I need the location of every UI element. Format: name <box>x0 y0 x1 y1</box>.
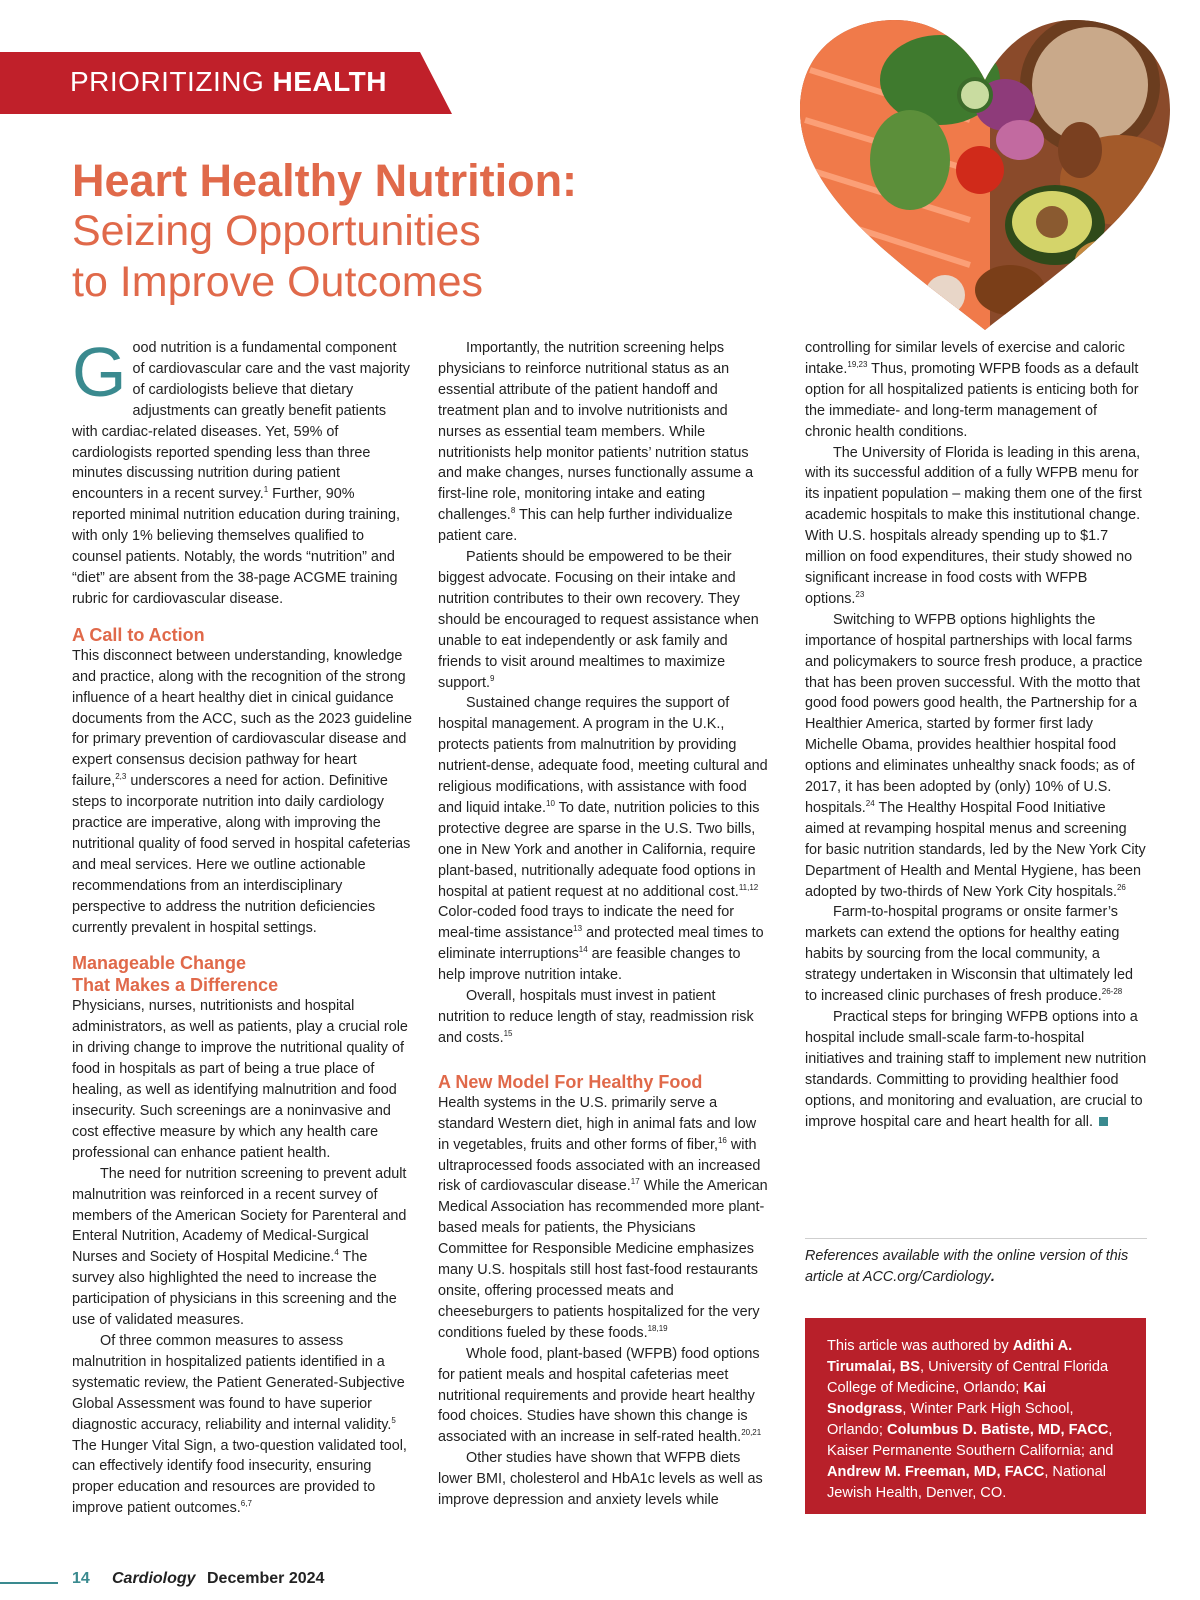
paragraph <box>72 646 412 939</box>
text: The University of Florida is leading in this arena, with its successful addition of a fully WFPB menu for its inpatient population – making them one of the first academic hospitals to make this institutional change. With U.S. hospitals already spending up to $1.7 million on food expenditures, their study showed no significant increase in food costs with WFPB options. <box>805 444 1142 607</box>
paragraph <box>72 1331 412 1519</box>
heading-line: Manageable Change <box>72 953 247 974</box>
magazine-name: Cardiology <box>112 1570 196 1587</box>
text: Color-coded food trays to indicate the need for meal-time assistance <box>438 904 734 942</box>
citation: 11,12 <box>738 882 759 892</box>
text: Patients should be empowered to be their biggest advocate. Focusing on their intake and nutrition contributes to their own recovery. They should be encouraged to request assistance when unable to eat independently or ask family and friends to visit around mealtimes to maximize support. <box>438 549 759 691</box>
citation: 20,21 <box>741 1428 762 1438</box>
author-name: Kai Snodgrass <box>827 1380 1047 1417</box>
paragraph <box>438 693 768 986</box>
page-number: 14 <box>72 1570 90 1587</box>
paragraph <box>438 1093 768 1344</box>
references-note <box>805 1246 1147 1288</box>
citation: 13 <box>573 924 583 934</box>
citation: 24 <box>865 799 875 809</box>
citation: 10 <box>546 799 555 809</box>
heading-call-to-action: A Call to Action <box>72 624 205 645</box>
citation: 19,23 <box>847 360 868 370</box>
text: Health systems in the U.S. primarily serve a standard Western diet, high in animal fats and low in vegetables, fruits and other forms of fiber, <box>438 1094 757 1153</box>
citation: 18,19 <box>647 1323 668 1333</box>
text: The survey also highlighted the need to increase the participation of physicians in this screening and the use of validated measures. <box>72 1249 397 1329</box>
column-1 <box>72 333 412 1519</box>
intro-paragraph <box>72 333 412 610</box>
text: Sustained change requires the support of hospital management. A program in the U.K., protects patients from malnutrition by providing nutrient-dense, adequate food, meeting cultural and religious modifications, with assistance with food and liquid intake. <box>438 695 768 816</box>
citation: 14 <box>578 945 588 955</box>
citation: 1 <box>263 485 269 495</box>
heading-new-model: A New Model For Healthy Food <box>438 1071 703 1092</box>
section-label-prefix: PRIORITIZING <box>70 66 273 97</box>
drop-cap: G <box>72 333 127 411</box>
text: This can help further individualize patient care. <box>438 507 733 545</box>
section-banner <box>0 52 452 114</box>
citation: 4 <box>334 1248 339 1258</box>
text: Farm-to-hospital programs or onsite farmer’s markets can extend the options for healthy eating habits by sourcing from the local community, a strategy undertaken in Wisconsin that ultimately led to increased clinic purchases of fresh produce. <box>805 904 1133 1005</box>
text: controlling for similar levels of exercise and caloric intake. <box>805 340 1125 377</box>
paragraph: Other studies have shown that WFPB diets lower BMI, cholesterol and HbA1c levels as well as improve depression and anxiety levels while <box>438 1450 763 1509</box>
title-line-2: Seizing Opportunities <box>72 207 481 255</box>
text: Importantly, the nutrition screening helps physicians to reinforce nutritional status as an essential attribute of the patient handoff and treatment plan and to involve nutritionists and nurses as essential team members. While nutritionists help monitor patients’ nutrition status and make changes, nurses functionally assume a first-line role, monitoring intake and eating challenges. <box>438 340 754 524</box>
title-line-3: to Improve Outcomes <box>72 258 484 306</box>
section-label <box>70 66 387 98</box>
text: Of three common measures to assess malnutrition in hospitalized patients identified in a systematic review, the Patient Generated-Subjective Global Assessment was found to have superior diagnostic accuracy, reliability and internal validity. <box>72 1332 405 1433</box>
paragraph <box>805 610 1147 903</box>
paragraph <box>438 338 768 547</box>
references-end: . <box>990 1269 995 1285</box>
author-name: Columbus D. Batiste, MD, FACC <box>887 1422 1109 1438</box>
citation: 23 <box>855 590 865 600</box>
text: with ultraprocessed foods associated with an increased risk of cardiovascular disease. <box>438 1136 761 1195</box>
text: The Healthy Hospital Food Initiative aimed at revamping hospital menus and screening for basic nutrition standards, led by the New York City Department of Health and Mental Hygiene, has been adopted by two-thirds of New York City hospitals. <box>805 799 1146 900</box>
citation: 16 <box>717 1135 727 1145</box>
paragraph <box>805 338 1147 443</box>
text: are feasible changes to help improve nutrition intake. <box>438 946 741 984</box>
citation: 26 <box>1116 882 1126 892</box>
column-2 <box>438 338 768 1511</box>
text: The Hunger Vital Sign, a two-question validated tool, can effectively identify food insecurity, ensuring proper education and resources are provided to improve patient outcomes. <box>72 1437 407 1517</box>
text: Whole food, plant-based (WFPB) food options for patient meals and hospital cafeterias meet nutritional requirements and provide heart healthy food choices. Studies have shown this change is associated with an increase in self-rated health. <box>438 1345 760 1446</box>
title-line-1: Heart Healthy Nutrition: <box>72 155 578 206</box>
citation: 17 <box>630 1177 640 1187</box>
author-affiliation: , University of Central Florida College of Medicine, Orlando; <box>827 1359 1109 1396</box>
citation: 2,3 <box>115 772 127 782</box>
text: and protected meal times to eliminate interruptions <box>438 925 764 963</box>
paragraph <box>805 1007 1147 1132</box>
author-name: Andrew M. Freeman, MD, FACC <box>827 1464 1045 1480</box>
citation: 15 <box>503 1029 513 1039</box>
article-title <box>72 155 692 308</box>
heading-manageable-change <box>72 952 412 996</box>
text: This disconnect between understanding, knowledge and practice, along with the recognition of the strong influence of a heart healthy diet in cinical guidance documents from the ACC, such as the 2023 guideline for primary prevention of cardiovascular disease and expert consensus decision pathway for heart failure, <box>72 647 412 790</box>
citation: 6,7 <box>240 1499 252 1509</box>
end-mark-icon <box>1099 1117 1108 1126</box>
heading-line: That Makes a Difference <box>72 975 279 996</box>
paragraph <box>805 902 1147 1007</box>
section-label-bold: HEALTH <box>272 66 387 97</box>
text: The need for nutrition screening to prevent adult malnutrition was reinforced in a recent survey of members of the American Society for Parenteral and Enteral Nutrition, Academy of Medical-Surgical Nurses and Society of Hospital Medicine. <box>72 1165 407 1266</box>
paragraph <box>805 443 1147 610</box>
author-affiliation: , Winter Park High School, Orlando; <box>827 1401 1074 1438</box>
text: underscores a need for action. Definitive steps to incorporate nutrition into daily cardiology practice are imperative, along with improving the nutritional quality of food served in hospital cafeterias and meal services. Here we outline actionable recommendations from an interdisciplinary perspective to address the nutrition deficiencies currently prevalent in hospital settings. <box>72 773 411 936</box>
citation: 26-28 <box>1101 987 1123 997</box>
references-divider <box>805 1238 1147 1239</box>
heart-food-image <box>790 10 1180 340</box>
column-3 <box>805 338 1147 1132</box>
text: To date, nutrition policies to this protective degree are sparse in the U.S. Two bills, one in New York and another in California, require plant-based, nutritionally adequate food options in hospital at patient request at no additional cost. <box>438 799 760 900</box>
paragraph <box>72 1164 412 1331</box>
text: While the American Medical Association has recommended more plant-based meals for patients, the Physicians Committee for Responsible Medicine emphasizes many U.S. hospitals still host fast-food restaurants onsite, offering processed meats and cheeseburgers to patients hospitalized for the very conditions fueled by these foods. <box>438 1178 768 1341</box>
citation: 8 <box>510 506 516 516</box>
author-affiliation: , National Jewish Health, Denver, CO. <box>827 1464 1106 1501</box>
citation: 9 <box>490 673 495 683</box>
text: Overall, hospitals must invest in patient nutrition to reduce length of stay, readmission risk and costs. <box>438 988 754 1046</box>
references-link[interactable]: ACC.org/Cardiology <box>862 1269 991 1285</box>
issue-date: December 2024 <box>207 1570 325 1587</box>
text: Practical steps for bringing WFPB options into a hospital include small-scale farm-to-hospital initiatives and training staff to implement new nutrition standards. Committing to providing healthier food options, and monitoring and evaluation, are crucial to improve hospital care and heart health for all. <box>805 1009 1147 1130</box>
author-box <box>805 1318 1146 1514</box>
citation: 5 <box>391 1415 396 1425</box>
paragraph <box>438 986 768 1049</box>
paragraph <box>438 1344 768 1449</box>
author-lead: This article was authored by <box>827 1338 1013 1354</box>
author-name: Adithi A. Tirumalai, BS <box>827 1338 1073 1375</box>
intro-text-b: Further, 90% reported minimal nutrition education during training, with only 1% believing themselves qualified to counsel patients. Notably, the words “nutrition” and “diet” are absent from the 38-page ACGME training rubric for cardiovascular disease. <box>72 486 400 607</box>
paragraph <box>438 547 768 693</box>
page-footer <box>0 1570 600 1600</box>
references-text: References available with the online version of this article at <box>805 1248 1129 1285</box>
paragraph: Physicians, nurses, nutritionists and hospital administrators, as well as patients, play a crucial role in driving change to improve the nutritional quality of food in hospitals as part of being a true place of healing, as well as identifying malnutrition and food insecurity. Such screenings are a noninvasive and cost effective measure by which any health care professional can enhance patient health. <box>72 998 408 1161</box>
intro-text: ood nutrition is a fundamental component of cardiovascular care and the vast majority of cardiologists believe that dietary adjustments can greatly benefit patients with cardiac-related diseases. Yet, 59% of cardiologists reported spending less than three minutes discussing nutrition during patient encounters in a recent survey. <box>72 340 410 503</box>
text: Switching to WFPB options highlights the importance of hospital partnerships with local farms and policymakers to source fresh produce, a practice that has been proven successful. With the motto that good food powers good health, the Partnership for a Healthier America, started by former first lady Michelle Obama, provides healthier hospital food options and eliminates unhealthy snack foods; as of 2017, it has been adopted by (only) 10% of U.S. hospitals. <box>805 611 1143 816</box>
footer-rule <box>0 1582 58 1584</box>
text: Thus, promoting WFPB foods as a default option for all hospitalized patients is enticing both for the immediate- and long-term management of chronic health conditions. <box>805 360 1139 440</box>
author-affiliation: , Kaiser Permanente Southern California; and <box>827 1422 1114 1459</box>
